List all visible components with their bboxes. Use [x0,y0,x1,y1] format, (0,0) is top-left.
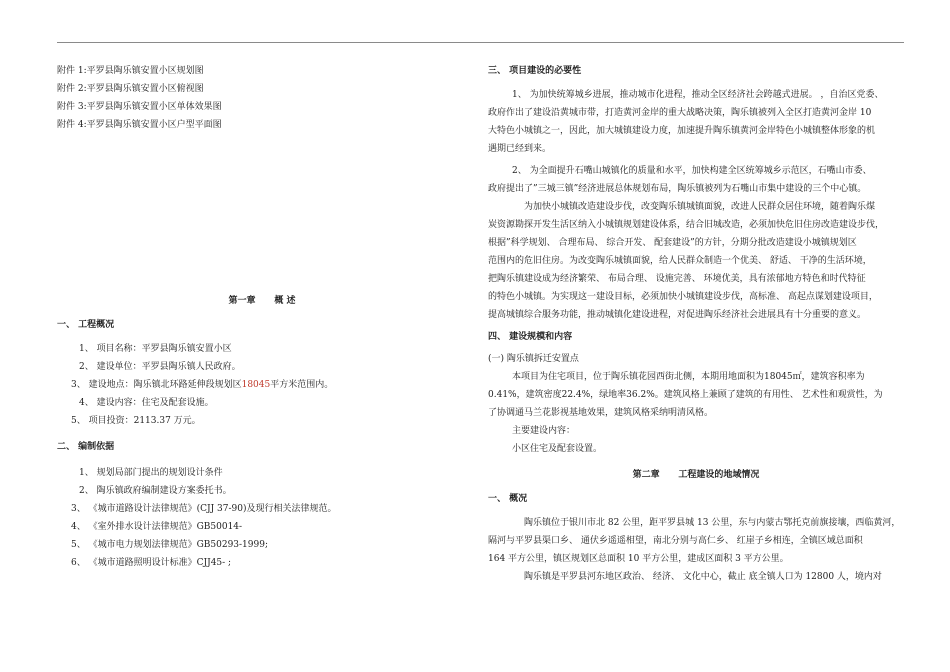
sec3-p1-line1: 1、 为加快统筹城乡进展，推动城市化进程，推动全区经济社会跨越式进展。 ，自治区党委、 [512,90,884,100]
sec3-p2-line8: 的特色小城镇。为实现这一建设目标，必须加快小城镇建设步伐，高标准、 高起点谋划建设项目， [488,292,878,302]
sec1-item-1: 1、 项目名称：平罗县陶乐镇安置小区 [79,344,232,354]
sec2-item-5: 5、 《城市电力规划法律规范》GB50293-1999; [71,540,268,550]
sec4-line3: 了协调通马兰花影视基地效果，建筑风格采纳明清风格。 [488,408,714,418]
sec3-p2-line5: 根据”科学规划、 合理布局、 综合开发、 配套建设”的方针，分期分批改造建设小城镇规划区 [488,238,857,248]
attachment-4: 附件 4:平罗县陶乐镇安置小区户型平面图 [57,120,222,130]
location-suffix: 平方米范围内。 [270,380,334,390]
sec3-p2-line7: 把陶乐镇建设成为经济繁荣、 布局合理、 设施完善、 环境优美，具有浓郁地方特色和时代特征 [488,274,866,284]
sec1-heading: 一、 工程概况 [57,320,115,330]
ch2-line3: 164 平方公里，镇区规划区总面积 10 平方公里，建成区面积 3 平方公里。 [488,554,789,564]
sec3-p2-line9: 提高城镇综合服务功能，推动城镇化建设进程，对促进陶乐经济社会进展具有十分重要的意义。 [488,310,867,320]
chapter1-title: 第一章 概 述 [228,296,296,306]
sec2-item-3: 3、 《城市道路设计法律规范》(CJJ 37-90)及现行相关法律规范。 [71,504,337,514]
attachment-1: 附件 1:平罗县陶乐镇安置小区规划图 [57,66,204,76]
sec2-item-2: 2、 陶乐镇政府编制建设方案委托书。 [79,486,232,496]
sec3-p2-line4: 炭资源勘探开发生活区纳入小城镇规划建设体系，结合旧城改造，必须加快危旧住房改造建设步伐， [488,220,885,230]
sec4-line2: 0.41%，建筑密度22.4%，绿地率36.2%。建筑风格上兼顾了建筑的有用性、 艺术性和观赏性，为 [488,390,883,400]
sec3-p1-line2: 政府作出了建设沿黄城市带，打造黄河金岸的重大战略决策，陶乐镇被列入全区打造黄河金岸 10 [488,108,872,118]
sec1-item-2: 2、 建设单位：平罗县陶乐镇人民政府。 [79,362,241,372]
chapter2-title: 第二章 工程建设的地域情况 [632,470,760,480]
sec3-p1-line3: 大特色小城镇之一，因此，加大城镇建设力度，加速提升陶乐镇黄河金岸特色小城镇整体形象的机 [488,126,876,136]
sec1-item-3 [57,376,467,394]
ch2-heading: 一、 概况 [488,494,528,504]
sec4-line5: 小区住宅及配套设置。 [512,444,603,454]
sec2-item-4: 4、 《室外排水设计法律规范》GB50014- [71,522,243,532]
sec4-line4: 主要建设内容： [512,426,576,436]
left-column [57,62,467,572]
sec1-item-4: 4、 建设内容：住宅及配套设施。 [79,398,214,408]
sec4-heading: 四、 建设规模和内容 [488,332,573,342]
sec2-heading: 二、 编制依据 [57,442,115,452]
sec3-p2-line6: 范围内的危旧住房。为改变陶乐城镇面貌，给人民群众制造一个优美、 舒适、 干净的生活环境， [488,256,872,266]
sec3-p1-line4: 遇期已经到来。 [488,144,552,154]
sec3-p2-line1: 2、 为全面提升石嘴山城镇化的质量和水平，加快构建全区统筹城乡示范区，石嘴山市委、 [512,166,872,176]
header-rule [57,42,904,43]
sec4-line1: 本项目为住宅项目，位于陶乐镇花园西街北侧，本期用地面积为18045㎡，建筑容积率为 [512,372,865,382]
sec2-item-1: 1、 规划局部门提出的规划设计条件 [79,468,223,478]
sec4-subheading: (一) 陶乐镇拆迁安置点 [488,354,579,364]
ch2-line2: 隔河与平罗县渠口乡、 通伏乡遥遥相望，南北分别与高仁乡、 红崖子乡相连，全镇区域总面积 [488,536,863,546]
location-text: 3、 建设地点：陶乐镇北环路延伸段规划区 [71,380,242,390]
sec3-p2-line3: 为加快小城镇改造建设步伐，改变陶乐镇城镇面貌，改进人民群众居住环境，随着陶乐煤 [524,202,876,212]
ch2-line1: 陶乐镇位于银川市北 82 公里，距平罗县城 13 公里，东与内蒙古鄂托克前旗接壤，西临黄河， [524,518,901,528]
sec3-p2-line2: 政府提出了”三城三镇”经济进展总体规划布局，陶乐镇被列为石嘴山市集中建设的三个中心镇。 [488,184,867,194]
right-column [488,62,904,586]
attachment-2: 附件 2:平罗县陶乐镇安置小区俯视图 [57,84,204,94]
sec3-heading: 三、 项目建设的必要性 [488,66,582,76]
sec2-item-6: 6、 《城市道路照明设计标准》CJJ45- ; [71,558,232,568]
sec1-item-5: 5、 项目投资：2113.37 万元。 [71,416,201,426]
attachment-3: 附件 3:平罗县陶乐镇安置小区单体效果图 [57,102,222,112]
area-highlight: 18045 [241,380,271,390]
ch2-line4: 陶乐镇是平罗县河东地区政治、 经济、 文化中心，截止 底全镇人口为 12800 人，境内对 [524,572,882,582]
